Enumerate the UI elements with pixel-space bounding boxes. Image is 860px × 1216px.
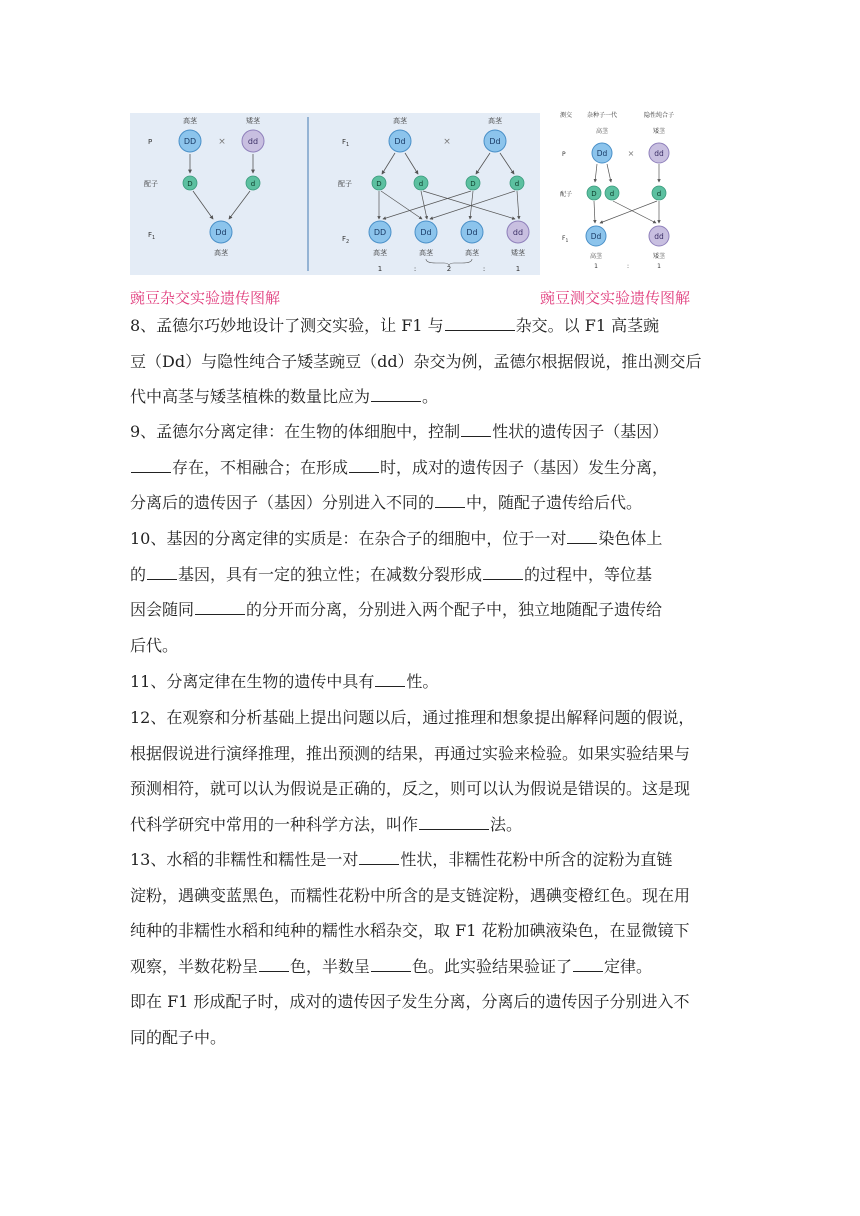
text-line	[130, 913, 735, 949]
text-segment: 同的配子中。	[130, 1027, 227, 1047]
gamete-text: D	[591, 190, 597, 198]
offspring-text: Dd	[466, 228, 478, 237]
text-segment: 根据假说进行演绎推理，推出预测的结果，再通过实验来检验。如果实验结果与	[130, 743, 691, 763]
question-12	[130, 700, 735, 842]
gamete-text: d	[418, 180, 424, 188]
parent-dd-lower-text: dd	[247, 137, 259, 146]
text-line	[130, 450, 735, 486]
ratio-text: :	[482, 265, 486, 273]
answer-blank[interactable]	[147, 563, 177, 580]
text-segment: 定律。	[604, 956, 653, 976]
gamete-text: d	[609, 190, 615, 198]
ratio-text: 1	[515, 265, 521, 273]
offspring-label: 高茎	[419, 249, 433, 257]
answer-blank[interactable]	[483, 563, 523, 580]
testcross-diagram	[556, 106, 692, 274]
ratio-text: 1	[594, 263, 598, 270]
parent-left-text: Dd	[596, 149, 608, 158]
answer-blank[interactable]	[359, 848, 399, 865]
answer-blank[interactable]	[131, 456, 171, 473]
offspring-label: 高茎	[465, 249, 479, 257]
question-9	[130, 414, 735, 521]
row-label-f2: $F_2$	[342, 235, 350, 245]
text-segment: 基因，具有一定的独立性；在减数分裂形成	[178, 564, 483, 584]
offspring-text: dd	[654, 232, 664, 241]
label-dwarf: 矮茎	[652, 128, 666, 135]
arrow	[229, 191, 250, 219]
arrow	[405, 153, 418, 174]
row-label-gamete: 配子	[560, 191, 573, 198]
text-segment: 代中高茎与矮茎植株的数量比应为	[130, 387, 371, 406]
times-sign: ×	[443, 137, 451, 147]
header-test: 测交	[560, 112, 573, 119]
offspring-text: Dd	[215, 228, 227, 237]
offspring-label: 矮茎	[511, 249, 525, 257]
ratio-text: :	[626, 263, 630, 270]
arrow	[607, 164, 611, 182]
header-hybrid: 杂种子一代	[586, 112, 618, 119]
text-line	[130, 379, 735, 415]
answer-blank[interactable]	[371, 385, 421, 402]
text-line	[130, 414, 735, 450]
question-10	[130, 521, 735, 663]
row-label-f1: $F_1$	[562, 235, 569, 244]
text-segment: 分离后的遗传因子（基因）分别进入不同的	[130, 493, 435, 512]
answer-blank[interactable]	[435, 491, 465, 508]
cross-lines	[379, 191, 519, 219]
text-segment: 9、孟德尔分离定律：在生物的体细胞中，控制	[130, 422, 461, 441]
cross-diagram-svg	[130, 113, 540, 275]
text-line	[130, 842, 735, 878]
text-line	[130, 557, 735, 593]
arrow	[500, 153, 514, 174]
text-segment: 12、在观察和分析基础上提出问题以后，通过推理和想象提出解释问题的假说，	[130, 708, 695, 727]
parent-right-text: dd	[654, 149, 664, 158]
row-label-f1: $F_1$	[148, 231, 156, 241]
row-label-p: P	[562, 151, 566, 158]
offspring-label: 矮茎	[652, 253, 666, 260]
label-tall: 高茎	[393, 117, 407, 125]
row-label-gamete: 配子	[338, 180, 352, 188]
text-line	[130, 1020, 735, 1056]
row-label-f1: $F_1$	[342, 138, 350, 148]
text-segment: 的过程中，等位基	[524, 564, 653, 584]
gamete-text: D	[376, 180, 382, 188]
text-segment: 性。	[406, 672, 439, 691]
text-line	[130, 878, 735, 914]
row-label-gamete: 配子	[144, 180, 158, 188]
caption-testcross: 豌豆测交实验遗传图解	[540, 289, 691, 307]
text-segment: 性状，非糯性花粉中所含的淀粉为直链	[400, 850, 673, 869]
text-segment: 后代。	[130, 635, 179, 655]
parent-dd-upper-text: DD	[183, 137, 197, 146]
text-line	[130, 592, 735, 628]
offspring-label: 高茎	[589, 253, 603, 260]
text-segment: 代科学研究中常用的一种科学方法，叫作	[130, 814, 419, 834]
question-13	[130, 842, 735, 1055]
text-line	[130, 628, 735, 664]
answer-blank[interactable]	[195, 598, 245, 615]
answer-blank[interactable]	[445, 314, 515, 331]
gamete-d-lower-text: d	[250, 180, 256, 188]
text-line	[130, 807, 735, 843]
answer-blank[interactable]	[371, 955, 411, 972]
ratio-text: 2	[446, 265, 452, 273]
text-line	[130, 308, 735, 344]
text-segment: 的	[130, 564, 147, 584]
times-sign: ×	[627, 149, 635, 158]
cross-diagram	[130, 113, 540, 275]
testcross-diagram-svg	[556, 106, 692, 274]
text-segment: 即在 F1 形成配子时，成对的遗传因子发生分离，分离后的遗传因子分别进入不	[130, 992, 690, 1011]
text-segment: 淀粉，遇碘变蓝黑色，而糯性花粉中所含的是支链淀粉，遇碘变橙红色。现在用	[130, 885, 691, 905]
parent-text: Dd	[489, 137, 501, 146]
times-sign: ×	[218, 137, 226, 147]
text-segment: 时，成对的遗传因子（基因）发生分离，	[380, 457, 669, 477]
label-tall: 高茎	[595, 128, 609, 135]
offspring-label: 高茎	[214, 249, 228, 257]
header-recessive: 隐性纯合子	[643, 112, 675, 119]
text-segment: 染色体上	[598, 529, 663, 548]
text-line	[130, 664, 735, 700]
offspring-text: DD	[373, 228, 387, 237]
text-line	[130, 521, 735, 557]
arrow	[193, 191, 213, 219]
offspring-label: 高茎	[373, 249, 387, 257]
text-line	[130, 771, 735, 807]
arrow	[382, 153, 395, 174]
label-dwarf: 矮茎	[246, 117, 260, 125]
caption-cross: 豌豆杂交实验遗传图解	[130, 289, 281, 307]
text-segment: 10、基因的分离定律的实质是：在杂合子的细胞中，位于一对	[130, 529, 567, 548]
text-segment: 纯种的非糯性水稻和纯种的糯性水稻杂交，取 F1 花粉加碘液染色，在显微镜下	[130, 921, 690, 940]
text-segment: 中，随配子遗传给后代。	[466, 493, 643, 512]
text-segment: 豆（Dd）与隐性纯合子矮茎豌豆（dd）杂交为例，孟德尔根据假说，推出测交后	[130, 351, 702, 371]
offspring-text: Dd	[590, 232, 602, 241]
text-segment: 13、水稻的非糯性和糯性是一对	[130, 850, 359, 869]
text-line	[130, 949, 735, 985]
text-segment: 存在，不相融合；在形成	[172, 457, 349, 477]
text-segment: 8、孟德尔巧妙地设计了测交实验，让 F1 与	[130, 316, 444, 335]
text-line	[130, 344, 735, 380]
ratio-text: 1	[657, 263, 661, 270]
text-line	[130, 485, 735, 521]
gamete-text: d	[656, 190, 662, 198]
arrow	[476, 153, 490, 174]
text-segment: 。	[422, 387, 439, 406]
gamete-d-upper-text: D	[187, 180, 193, 188]
arrow	[595, 164, 597, 182]
answer-blank[interactable]	[567, 527, 597, 544]
gamete-text: D	[470, 180, 476, 188]
text-segment: 因会随同	[130, 600, 195, 619]
label-tall: 高茎	[183, 117, 197, 125]
row-label-p: P	[148, 138, 153, 146]
answer-blank[interactable]	[375, 670, 405, 687]
answer-blank[interactable]	[461, 420, 491, 437]
text-segment: 色，半数呈	[290, 956, 371, 976]
text-line	[130, 700, 735, 736]
cross-lines	[594, 201, 659, 223]
answer-blank[interactable]	[349, 456, 379, 473]
offspring-text: Dd	[420, 228, 432, 237]
text-segment: 性状的遗传因子（基因）	[492, 422, 669, 441]
text-segment: 杂交。以 F1 高茎豌	[515, 316, 660, 335]
text-segment: 色。此实验结果验证了	[412, 956, 573, 976]
text-segment: 观察，半数花粉呈	[130, 956, 259, 976]
text-segment: 法。	[490, 814, 523, 834]
text-segment: 的分开而分离，分别进入两个配子中，独立地随配子遗传给	[246, 600, 663, 619]
answer-blank[interactable]	[573, 955, 603, 972]
question-8	[130, 308, 735, 415]
ratio-text: 1	[377, 265, 383, 273]
text-segment: 11、分离定律在生物的遗传中具有	[130, 672, 375, 691]
question-11	[130, 664, 735, 700]
answer-blank[interactable]	[419, 813, 489, 830]
gamete-text: d	[514, 180, 520, 188]
text-line	[130, 984, 735, 1020]
parent-text: Dd	[394, 137, 406, 146]
offspring-text: dd	[512, 228, 524, 237]
text-line	[130, 736, 735, 772]
text-segment: 预测相符，就可以认为假说是正确的，反之，则可以认为假说是错误的。这是现	[130, 779, 691, 798]
ratio-text: :	[413, 265, 417, 273]
answer-blank[interactable]	[259, 955, 289, 972]
label-tall: 高茎	[488, 117, 502, 125]
